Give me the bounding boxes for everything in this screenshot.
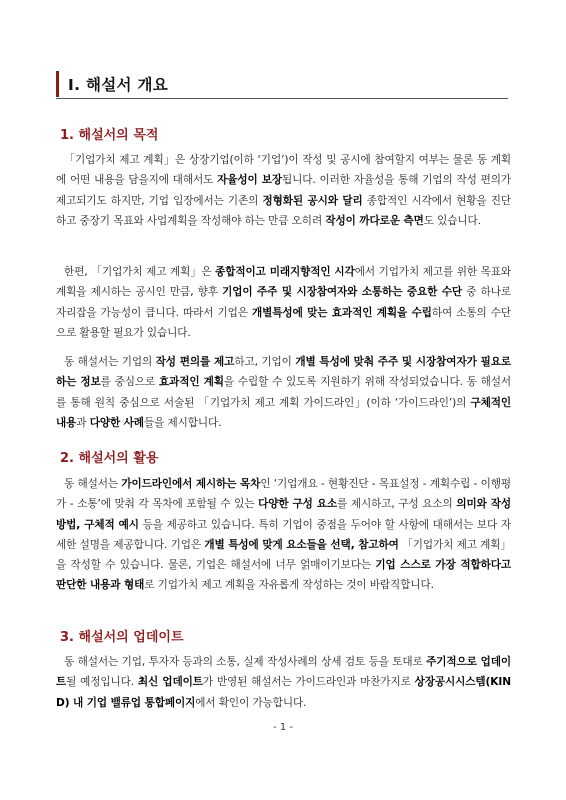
paragraph-purpose-3 — [56, 352, 511, 433]
bold-text-run: 자율성이 보장 — [217, 174, 283, 187]
bold-text-run: 다양한 사례 — [89, 416, 144, 429]
text-run: 될 예정입니다. — [66, 676, 138, 689]
paragraph-purpose-1 — [56, 150, 511, 231]
text-run: 을 수립할 수 있도록 지원하기 위해 작성되었습니다. 동 해설서를 통해 원칙 중심으로 서술된 「기업가치 제고 계획 가이드라인」(이하 ‘가이드라인’)의 — [56, 376, 512, 409]
bold-text-run: 효과적인 계획 — [158, 376, 224, 389]
bold-text-run: 가이드라인에서 제시하는 목차 — [121, 478, 261, 490]
text-run: 를 제시하고, 구성 요소의 — [337, 498, 457, 511]
bold-text-run: 개별 특성에 맞춰 주주 및 시장참여자가 필요로 하는 정보 — [56, 356, 511, 389]
bold-text-run: 의미와 작성방법, 구체적 예시 — [56, 498, 511, 531]
section-title-purpose: 1. 해설서의 목적 — [60, 128, 159, 143]
text-run: 를 중심으로 — [100, 376, 159, 389]
bold-text-run: 주기적으로 업데이트 — [56, 656, 512, 689]
text-run: 동 해설서는 기업의 — [64, 356, 156, 368]
text-run: 종합적인 시각에서 현황을 진단하고 중장기 목표와 사업계획을 작성해야 하는 만큼 오히려 — [56, 194, 511, 227]
text-run: 도 있습니다. — [423, 214, 481, 227]
text-run: 들을 제시합니다. — [143, 416, 222, 429]
text-run: 가 반영된 해설서는 가이드라인과 마찬가지로 — [202, 676, 415, 689]
chapter-heading — [56, 68, 508, 99]
bold-text-run: 기업 스스로 가장 적합하다고 판단한 내용과 형태 — [56, 559, 511, 592]
paragraph-purpose-2 — [56, 262, 511, 343]
text-run: 하여 소통의 수단으로 활용할 필요가 있습니다. — [56, 306, 511, 339]
text-run: 하고, 기업이 — [234, 356, 296, 368]
text-run: 동 해설서는 — [64, 478, 122, 490]
bold-text-run: 기업이 주주 및 시장참여자와 소통하는 중요한 수단 — [222, 286, 463, 299]
text-run: 동 해설서는 기업, 투자자 등과의 소통, 실제 작성사례의 상세 검토 등을 토대로 — [64, 656, 427, 668]
bold-text-run: 상장공시시스템(KIND) 내 기업 밸류업 통합페이지 — [56, 676, 512, 709]
bold-text-run: 작성 편의를 제고 — [155, 356, 235, 368]
text-run: 한편, 「기업가치 제고 계획」은 — [64, 266, 216, 278]
text-run: 「기업가치 제고 계획」은 상장기업(이하 ‘기업’)이 작성 및 공시에 참여할지 여부는 물론 동 계획에 어떤 내용을 담을지에 대해서도 — [56, 154, 511, 187]
chapter-accent-bar — [56, 71, 59, 97]
text-run: 인 ‘기업개요 - 현황진단 - 목표설정 - 계획수립 - 이행평가 - 소통’에 맞춰 각 목차에 포함될 수 있는 — [56, 478, 511, 511]
text-run: 됩니다. 이러한 자율성을 통해 기업의 작성 편의가 제고되기도 하지만, 기업 입장에서는 기존의 — [56, 174, 511, 207]
paragraph-usage — [56, 474, 511, 596]
text-run: 에서 확인이 가능합니다. — [195, 696, 307, 709]
chapter-title: Ⅰ. 해설서 개요 — [68, 76, 169, 94]
bold-text-run: 정형화된 공시와 달리 — [262, 194, 363, 207]
text-run: 중 하나로 자리잡을 가능성이 큽니다. 따라서 기업은 — [56, 286, 511, 319]
bold-text-run: 구체적인 내용 — [56, 396, 511, 429]
bold-text-run: 개별특성에 맞는 효과적인 계획을 수립 — [252, 306, 432, 319]
page-number: - 1 - — [273, 722, 293, 733]
text-run: 「기업가치 제고 계획」을 작성할 수 있습니다. 물론, 기업은 해설서에 너무 얽매이기보다는 — [56, 538, 511, 572]
text-run: 로 기업가치 제고 계획을 자유롭게 작성하는 것이 바람직합니다. — [144, 579, 434, 592]
section-title-update: 3. 해설서의 업데이트 — [60, 630, 184, 645]
paragraph-update — [56, 652, 511, 713]
bold-text-run: 작성이 까다로운 측면 — [325, 214, 424, 227]
bold-text-run: 다양한 구성 요소 — [258, 498, 338, 511]
bold-text-run: 개별 특성에 맞게 요소들을 선택, 참고하여 — [204, 538, 399, 551]
text-run: 에서 기업가치 제고를 위한 목표와 계획을 제시하는 공시인 만큼, 향후 — [56, 266, 511, 299]
bold-text-run: 종합적이고 미래지향적인 시각 — [215, 266, 355, 278]
section-title-usage: 2. 해설서의 활용 — [60, 451, 159, 466]
text-run: 등을 제공하고 있습니다. 특히 기업이 중점을 두어야 할 사항에 대해서는 보다 자세한 설명을 제공합니다. 기업은 — [56, 518, 511, 551]
bold-text-run: 최신 업데이트 — [137, 676, 203, 689]
text-run: 과 — [76, 416, 90, 429]
